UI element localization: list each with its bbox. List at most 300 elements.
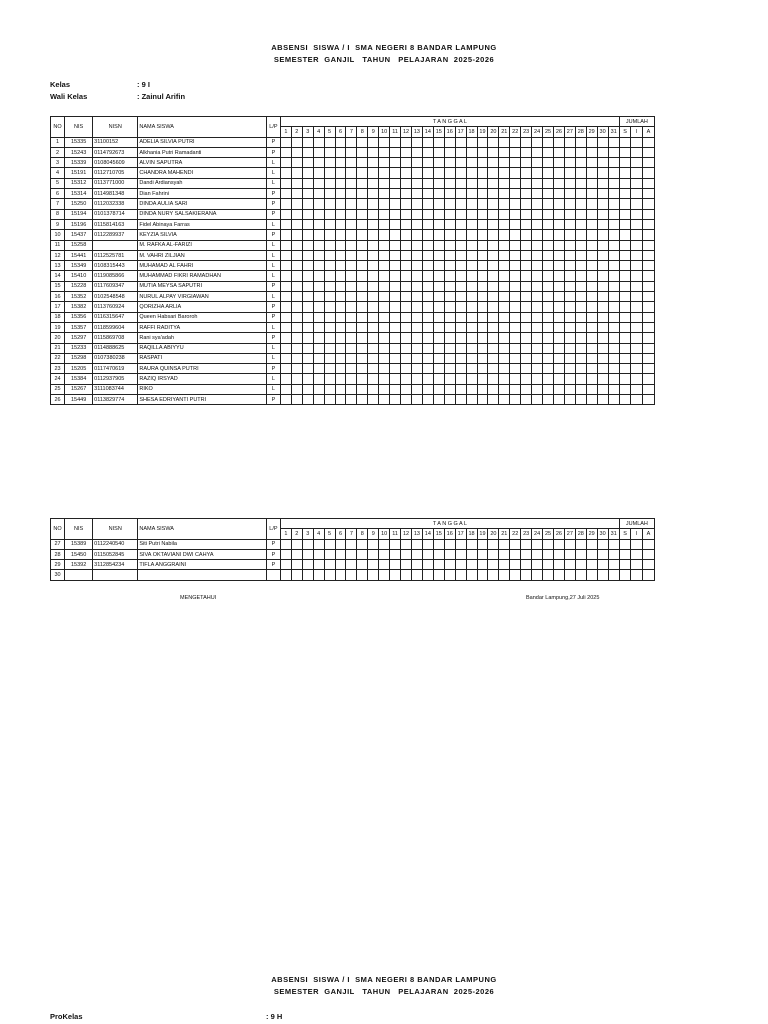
attendance-cell[interactable]	[291, 281, 302, 291]
attendance-cell[interactable]	[411, 560, 422, 570]
jumlah-cell[interactable]	[631, 219, 643, 229]
attendance-cell[interactable]	[313, 292, 324, 302]
attendance-cell[interactable]	[499, 158, 510, 168]
jumlah-cell[interactable]	[631, 158, 643, 168]
attendance-cell[interactable]	[313, 261, 324, 271]
attendance-cell[interactable]	[455, 353, 466, 363]
attendance-cell[interactable]	[291, 312, 302, 322]
attendance-cell[interactable]	[586, 147, 597, 157]
attendance-cell[interactable]	[335, 374, 346, 384]
attendance-cell[interactable]	[575, 281, 586, 291]
attendance-cell[interactable]	[390, 343, 401, 353]
attendance-cell[interactable]	[401, 281, 412, 291]
attendance-cell[interactable]	[324, 570, 335, 580]
attendance-cell[interactable]	[488, 189, 499, 199]
attendance-cell[interactable]	[510, 333, 521, 343]
attendance-cell[interactable]	[564, 137, 575, 147]
attendance-cell[interactable]	[422, 261, 433, 271]
attendance-cell[interactable]	[510, 322, 521, 332]
attendance-cell[interactable]	[466, 209, 477, 219]
attendance-cell[interactable]	[510, 570, 521, 580]
attendance-cell[interactable]	[291, 395, 302, 405]
attendance-cell[interactable]	[313, 374, 324, 384]
attendance-cell[interactable]	[346, 158, 357, 168]
jumlah-cell[interactable]	[619, 312, 631, 322]
attendance-cell[interactable]	[291, 250, 302, 260]
attendance-cell[interactable]	[357, 374, 368, 384]
attendance-cell[interactable]	[466, 158, 477, 168]
attendance-cell[interactable]	[379, 137, 390, 147]
attendance-cell[interactable]	[597, 539, 608, 549]
attendance-cell[interactable]	[422, 302, 433, 312]
attendance-cell[interactable]	[313, 549, 324, 559]
attendance-cell[interactable]	[368, 240, 379, 250]
attendance-cell[interactable]	[455, 364, 466, 374]
attendance-cell[interactable]	[368, 302, 379, 312]
attendance-cell[interactable]	[553, 395, 564, 405]
attendance-cell[interactable]	[324, 240, 335, 250]
jumlah-cell[interactable]	[642, 147, 654, 157]
attendance-cell[interactable]	[357, 230, 368, 240]
attendance-cell[interactable]	[553, 240, 564, 250]
attendance-cell[interactable]	[390, 189, 401, 199]
attendance-cell[interactable]	[444, 343, 455, 353]
attendance-cell[interactable]	[368, 137, 379, 147]
attendance-cell[interactable]	[433, 230, 444, 240]
attendance-cell[interactable]	[510, 261, 521, 271]
attendance-cell[interactable]	[455, 199, 466, 209]
attendance-cell[interactable]	[411, 343, 422, 353]
attendance-cell[interactable]	[302, 312, 313, 322]
attendance-cell[interactable]	[390, 374, 401, 384]
attendance-cell[interactable]	[477, 322, 488, 332]
attendance-cell[interactable]	[532, 168, 543, 178]
jumlah-cell[interactable]	[631, 395, 643, 405]
attendance-cell[interactable]	[444, 364, 455, 374]
attendance-cell[interactable]	[575, 570, 586, 580]
attendance-cell[interactable]	[346, 240, 357, 250]
attendance-cell[interactable]	[597, 322, 608, 332]
attendance-cell[interactable]	[597, 395, 608, 405]
attendance-cell[interactable]	[444, 322, 455, 332]
attendance-cell[interactable]	[608, 158, 619, 168]
attendance-cell[interactable]	[597, 570, 608, 580]
attendance-cell[interactable]	[401, 395, 412, 405]
attendance-cell[interactable]	[477, 312, 488, 322]
attendance-cell[interactable]	[455, 384, 466, 394]
attendance-cell[interactable]	[608, 570, 619, 580]
attendance-cell[interactable]	[280, 168, 291, 178]
attendance-cell[interactable]	[553, 178, 564, 188]
attendance-cell[interactable]	[477, 147, 488, 157]
attendance-cell[interactable]	[379, 292, 390, 302]
jumlah-cell[interactable]	[642, 271, 654, 281]
attendance-cell[interactable]	[433, 147, 444, 157]
attendance-cell[interactable]	[597, 364, 608, 374]
attendance-cell[interactable]	[411, 250, 422, 260]
attendance-cell[interactable]	[564, 261, 575, 271]
attendance-cell[interactable]	[597, 230, 608, 240]
attendance-cell[interactable]	[433, 250, 444, 260]
jumlah-cell[interactable]	[642, 199, 654, 209]
attendance-cell[interactable]	[608, 560, 619, 570]
attendance-cell[interactable]	[379, 333, 390, 343]
attendance-cell[interactable]	[455, 549, 466, 559]
attendance-cell[interactable]	[422, 178, 433, 188]
attendance-cell[interactable]	[575, 240, 586, 250]
attendance-cell[interactable]	[477, 560, 488, 570]
attendance-cell[interactable]	[608, 219, 619, 229]
attendance-cell[interactable]	[368, 199, 379, 209]
attendance-cell[interactable]	[608, 374, 619, 384]
attendance-cell[interactable]	[586, 384, 597, 394]
jumlah-cell[interactable]	[642, 549, 654, 559]
attendance-cell[interactable]	[553, 230, 564, 240]
attendance-cell[interactable]	[379, 570, 390, 580]
attendance-cell[interactable]	[291, 343, 302, 353]
attendance-cell[interactable]	[401, 353, 412, 363]
attendance-cell[interactable]	[608, 333, 619, 343]
attendance-cell[interactable]	[586, 240, 597, 250]
attendance-cell[interactable]	[543, 230, 554, 240]
attendance-cell[interactable]	[499, 292, 510, 302]
attendance-cell[interactable]	[411, 281, 422, 291]
attendance-cell[interactable]	[313, 219, 324, 229]
attendance-cell[interactable]	[597, 560, 608, 570]
attendance-cell[interactable]	[455, 240, 466, 250]
attendance-cell[interactable]	[553, 343, 564, 353]
attendance-cell[interactable]	[401, 384, 412, 394]
attendance-cell[interactable]	[499, 250, 510, 260]
attendance-cell[interactable]	[510, 560, 521, 570]
attendance-cell[interactable]	[324, 292, 335, 302]
attendance-cell[interactable]	[488, 147, 499, 157]
attendance-cell[interactable]	[411, 230, 422, 240]
attendance-cell[interactable]	[411, 302, 422, 312]
jumlah-cell[interactable]	[642, 219, 654, 229]
attendance-cell[interactable]	[586, 281, 597, 291]
attendance-cell[interactable]	[455, 322, 466, 332]
attendance-cell[interactable]	[444, 560, 455, 570]
attendance-cell[interactable]	[477, 261, 488, 271]
attendance-cell[interactable]	[379, 353, 390, 363]
attendance-cell[interactable]	[532, 395, 543, 405]
attendance-cell[interactable]	[510, 209, 521, 219]
attendance-cell[interactable]	[586, 178, 597, 188]
attendance-cell[interactable]	[532, 137, 543, 147]
attendance-cell[interactable]	[335, 395, 346, 405]
attendance-cell[interactable]	[433, 343, 444, 353]
attendance-cell[interactable]	[390, 147, 401, 157]
attendance-cell[interactable]	[553, 560, 564, 570]
attendance-cell[interactable]	[510, 302, 521, 312]
attendance-cell[interactable]	[302, 302, 313, 312]
attendance-cell[interactable]	[597, 302, 608, 312]
attendance-cell[interactable]	[455, 219, 466, 229]
attendance-cell[interactable]	[575, 271, 586, 281]
attendance-cell[interactable]	[444, 261, 455, 271]
jumlah-cell[interactable]	[631, 374, 643, 384]
attendance-cell[interactable]	[586, 209, 597, 219]
attendance-cell[interactable]	[280, 219, 291, 229]
attendance-cell[interactable]	[422, 374, 433, 384]
attendance-cell[interactable]	[313, 353, 324, 363]
jumlah-cell[interactable]	[642, 395, 654, 405]
attendance-cell[interactable]	[564, 230, 575, 240]
attendance-cell[interactable]	[444, 168, 455, 178]
attendance-cell[interactable]	[608, 250, 619, 260]
attendance-cell[interactable]	[499, 395, 510, 405]
attendance-cell[interactable]	[313, 281, 324, 291]
attendance-cell[interactable]	[532, 353, 543, 363]
attendance-cell[interactable]	[477, 353, 488, 363]
attendance-cell[interactable]	[401, 333, 412, 343]
attendance-cell[interactable]	[291, 209, 302, 219]
attendance-cell[interactable]	[543, 292, 554, 302]
attendance-cell[interactable]	[411, 364, 422, 374]
attendance-cell[interactable]	[422, 549, 433, 559]
jumlah-cell[interactable]	[631, 560, 643, 570]
attendance-cell[interactable]	[564, 560, 575, 570]
attendance-cell[interactable]	[608, 168, 619, 178]
attendance-cell[interactable]	[313, 158, 324, 168]
attendance-cell[interactable]	[324, 322, 335, 332]
attendance-cell[interactable]	[291, 333, 302, 343]
attendance-cell[interactable]	[291, 189, 302, 199]
attendance-cell[interactable]	[346, 539, 357, 549]
attendance-cell[interactable]	[302, 261, 313, 271]
attendance-cell[interactable]	[346, 137, 357, 147]
attendance-cell[interactable]	[532, 199, 543, 209]
attendance-cell[interactable]	[422, 322, 433, 332]
attendance-cell[interactable]	[477, 302, 488, 312]
attendance-cell[interactable]	[291, 364, 302, 374]
attendance-cell[interactable]	[466, 261, 477, 271]
attendance-cell[interactable]	[444, 302, 455, 312]
attendance-cell[interactable]	[422, 209, 433, 219]
attendance-cell[interactable]	[335, 570, 346, 580]
attendance-cell[interactable]	[422, 343, 433, 353]
attendance-cell[interactable]	[477, 199, 488, 209]
attendance-cell[interactable]	[280, 364, 291, 374]
attendance-cell[interactable]	[597, 168, 608, 178]
attendance-cell[interactable]	[422, 168, 433, 178]
attendance-cell[interactable]	[543, 384, 554, 394]
attendance-cell[interactable]	[346, 395, 357, 405]
attendance-cell[interactable]	[346, 271, 357, 281]
jumlah-cell[interactable]	[642, 168, 654, 178]
jumlah-cell[interactable]	[619, 343, 631, 353]
attendance-cell[interactable]	[466, 343, 477, 353]
attendance-cell[interactable]	[521, 178, 532, 188]
attendance-cell[interactable]	[499, 560, 510, 570]
attendance-cell[interactable]	[324, 374, 335, 384]
jumlah-cell[interactable]	[619, 322, 631, 332]
attendance-cell[interactable]	[302, 281, 313, 291]
attendance-cell[interactable]	[422, 240, 433, 250]
attendance-cell[interactable]	[455, 560, 466, 570]
attendance-cell[interactable]	[553, 271, 564, 281]
attendance-cell[interactable]	[597, 271, 608, 281]
attendance-cell[interactable]	[466, 137, 477, 147]
jumlah-cell[interactable]	[631, 322, 643, 332]
attendance-cell[interactable]	[422, 333, 433, 343]
attendance-cell[interactable]	[433, 549, 444, 559]
attendance-cell[interactable]	[313, 209, 324, 219]
attendance-cell[interactable]	[564, 353, 575, 363]
attendance-cell[interactable]	[455, 189, 466, 199]
jumlah-cell[interactable]	[619, 364, 631, 374]
attendance-cell[interactable]	[422, 271, 433, 281]
attendance-cell[interactable]	[455, 147, 466, 157]
attendance-cell[interactable]	[346, 333, 357, 343]
attendance-cell[interactable]	[553, 570, 564, 580]
attendance-cell[interactable]	[543, 178, 554, 188]
attendance-cell[interactable]	[543, 261, 554, 271]
attendance-cell[interactable]	[357, 364, 368, 374]
attendance-cell[interactable]	[477, 168, 488, 178]
attendance-cell[interactable]	[510, 168, 521, 178]
attendance-cell[interactable]	[411, 312, 422, 322]
attendance-cell[interactable]	[335, 549, 346, 559]
attendance-cell[interactable]	[586, 261, 597, 271]
attendance-cell[interactable]	[608, 261, 619, 271]
attendance-cell[interactable]	[302, 343, 313, 353]
attendance-cell[interactable]	[586, 292, 597, 302]
attendance-cell[interactable]	[564, 178, 575, 188]
attendance-cell[interactable]	[510, 250, 521, 260]
attendance-cell[interactable]	[411, 539, 422, 549]
attendance-cell[interactable]	[608, 281, 619, 291]
jumlah-cell[interactable]	[619, 168, 631, 178]
attendance-cell[interactable]	[608, 384, 619, 394]
attendance-cell[interactable]	[280, 137, 291, 147]
attendance-cell[interactable]	[390, 250, 401, 260]
attendance-cell[interactable]	[553, 158, 564, 168]
attendance-cell[interactable]	[543, 549, 554, 559]
attendance-cell[interactable]	[499, 539, 510, 549]
attendance-cell[interactable]	[291, 178, 302, 188]
attendance-cell[interactable]	[280, 147, 291, 157]
attendance-cell[interactable]	[488, 374, 499, 384]
jumlah-cell[interactable]	[619, 147, 631, 157]
attendance-cell[interactable]	[291, 199, 302, 209]
attendance-cell[interactable]	[401, 560, 412, 570]
attendance-cell[interactable]	[586, 549, 597, 559]
attendance-cell[interactable]	[543, 199, 554, 209]
attendance-cell[interactable]	[433, 189, 444, 199]
attendance-cell[interactable]	[532, 292, 543, 302]
attendance-cell[interactable]	[575, 178, 586, 188]
jumlah-cell[interactable]	[619, 240, 631, 250]
attendance-cell[interactable]	[280, 271, 291, 281]
attendance-cell[interactable]	[499, 364, 510, 374]
attendance-cell[interactable]	[401, 374, 412, 384]
attendance-cell[interactable]	[586, 168, 597, 178]
attendance-cell[interactable]	[368, 322, 379, 332]
attendance-cell[interactable]	[455, 395, 466, 405]
attendance-cell[interactable]	[532, 539, 543, 549]
attendance-cell[interactable]	[564, 333, 575, 343]
attendance-cell[interactable]	[532, 240, 543, 250]
attendance-cell[interactable]	[368, 374, 379, 384]
attendance-cell[interactable]	[368, 395, 379, 405]
attendance-cell[interactable]	[422, 384, 433, 394]
attendance-cell[interactable]	[401, 322, 412, 332]
attendance-cell[interactable]	[390, 560, 401, 570]
attendance-cell[interactable]	[564, 168, 575, 178]
attendance-cell[interactable]	[575, 147, 586, 157]
attendance-cell[interactable]	[313, 312, 324, 322]
attendance-cell[interactable]	[532, 147, 543, 157]
attendance-cell[interactable]	[608, 178, 619, 188]
attendance-cell[interactable]	[379, 302, 390, 312]
attendance-cell[interactable]	[379, 374, 390, 384]
attendance-cell[interactable]	[379, 322, 390, 332]
attendance-cell[interactable]	[433, 333, 444, 343]
attendance-cell[interactable]	[444, 312, 455, 322]
attendance-cell[interactable]	[401, 147, 412, 157]
attendance-cell[interactable]	[597, 343, 608, 353]
attendance-cell[interactable]	[313, 302, 324, 312]
attendance-cell[interactable]	[401, 302, 412, 312]
attendance-cell[interactable]	[466, 374, 477, 384]
attendance-cell[interactable]	[335, 230, 346, 240]
attendance-cell[interactable]	[597, 261, 608, 271]
attendance-cell[interactable]	[324, 302, 335, 312]
attendance-cell[interactable]	[510, 353, 521, 363]
attendance-cell[interactable]	[543, 570, 554, 580]
attendance-cell[interactable]	[422, 560, 433, 570]
attendance-cell[interactable]	[368, 209, 379, 219]
attendance-cell[interactable]	[510, 343, 521, 353]
attendance-cell[interactable]	[510, 364, 521, 374]
jumlah-cell[interactable]	[642, 322, 654, 332]
attendance-cell[interactable]	[521, 549, 532, 559]
attendance-cell[interactable]	[510, 158, 521, 168]
attendance-cell[interactable]	[499, 147, 510, 157]
attendance-cell[interactable]	[422, 570, 433, 580]
attendance-cell[interactable]	[488, 364, 499, 374]
attendance-cell[interactable]	[488, 281, 499, 291]
attendance-cell[interactable]	[564, 364, 575, 374]
attendance-cell[interactable]	[401, 539, 412, 549]
attendance-cell[interactable]	[324, 168, 335, 178]
attendance-cell[interactable]	[346, 560, 357, 570]
attendance-cell[interactable]	[532, 343, 543, 353]
attendance-cell[interactable]	[466, 168, 477, 178]
attendance-cell[interactable]	[379, 384, 390, 394]
jumlah-cell[interactable]	[619, 374, 631, 384]
attendance-cell[interactable]	[564, 189, 575, 199]
jumlah-cell[interactable]	[631, 292, 643, 302]
attendance-cell[interactable]	[488, 168, 499, 178]
attendance-cell[interactable]	[466, 570, 477, 580]
attendance-cell[interactable]	[510, 539, 521, 549]
attendance-cell[interactable]	[597, 549, 608, 559]
attendance-cell[interactable]	[291, 147, 302, 157]
attendance-cell[interactable]	[488, 312, 499, 322]
attendance-cell[interactable]	[335, 240, 346, 250]
attendance-cell[interactable]	[324, 158, 335, 168]
attendance-cell[interactable]	[313, 240, 324, 250]
attendance-cell[interactable]	[390, 261, 401, 271]
attendance-cell[interactable]	[302, 384, 313, 394]
attendance-cell[interactable]	[313, 189, 324, 199]
attendance-cell[interactable]	[466, 292, 477, 302]
attendance-cell[interactable]	[499, 199, 510, 209]
attendance-cell[interactable]	[499, 322, 510, 332]
